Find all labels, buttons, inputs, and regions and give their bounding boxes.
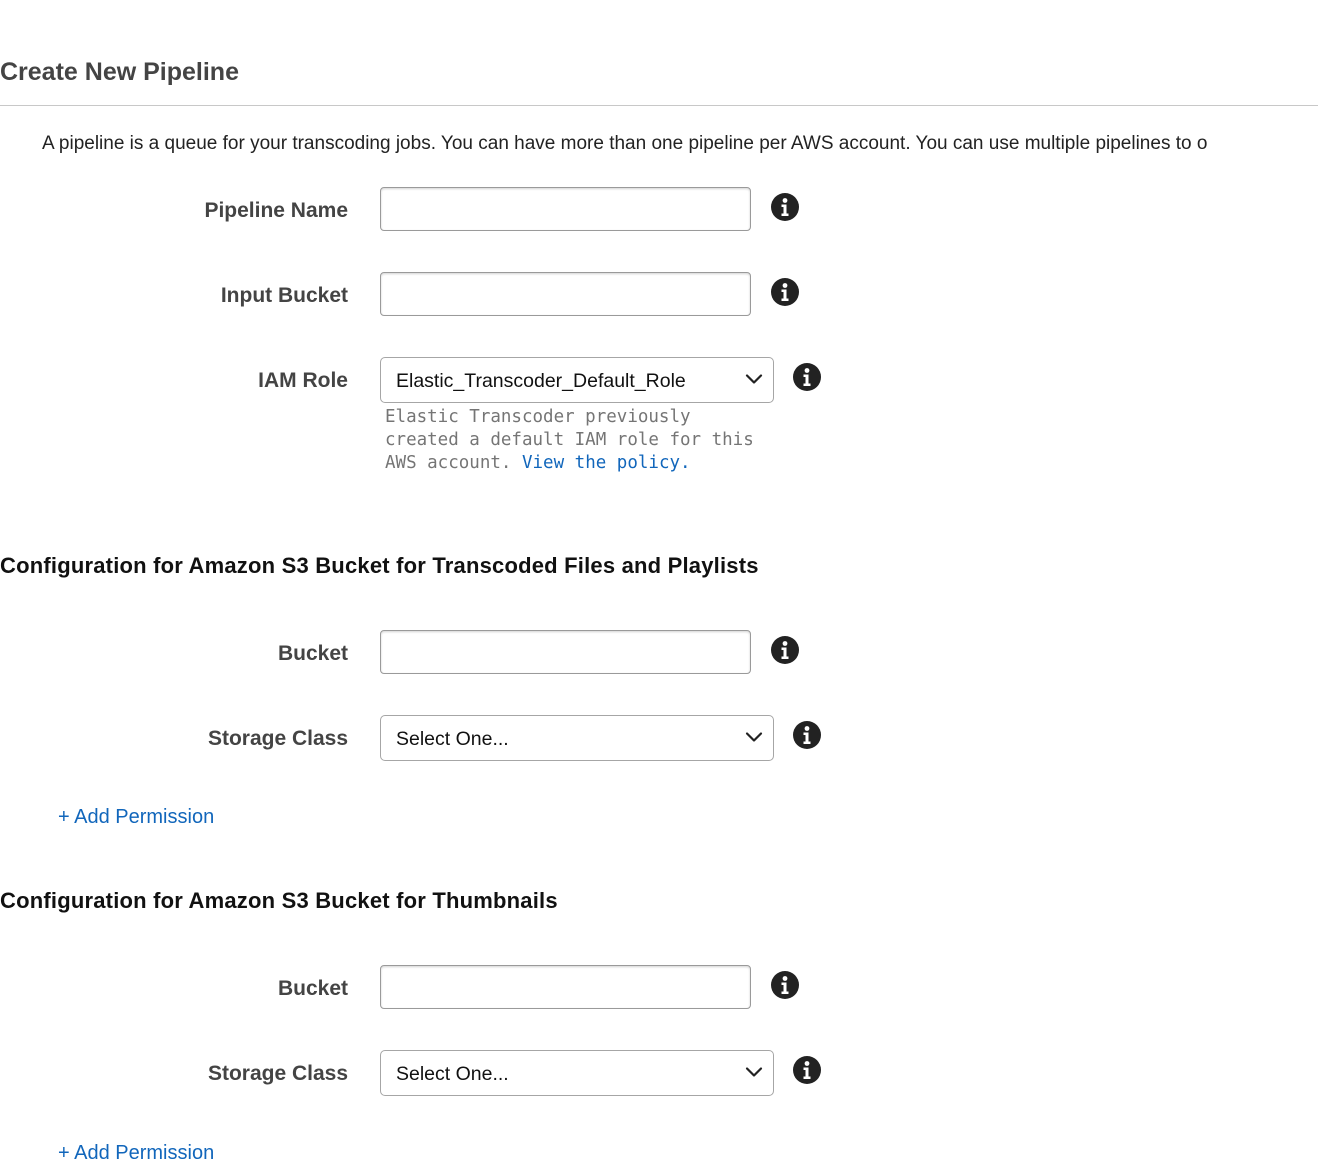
thumbnails-section-title: Configuration for Amazon S3 Bucket for Thumbnails xyxy=(0,888,558,913)
thumbnails-bucket-row xyxy=(0,965,900,1013)
pipeline-name-row xyxy=(0,187,900,235)
thumbnails-add-permission-link[interactable]: + Add Permission xyxy=(58,1142,215,1164)
thumbnails-storage-class-row xyxy=(0,1050,900,1098)
thumbnails-bucket-input[interactable] xyxy=(380,965,751,1009)
info-icon[interactable] xyxy=(770,970,800,1000)
transcoded-storage-class-value: Select One... xyxy=(396,728,509,750)
thumbnails-storage-class-value: Select One... xyxy=(396,1063,509,1085)
info-icon[interactable] xyxy=(770,192,800,222)
info-icon[interactable] xyxy=(792,720,822,750)
view-policy-link[interactable]: View the policy. xyxy=(521,453,691,473)
info-icon[interactable] xyxy=(792,362,822,392)
iam-role-help-text: Elastic Transcoder previously created a default IAM role for this AWS account. xyxy=(385,407,754,473)
thumbnails-storage-class-select[interactable] xyxy=(380,1050,774,1096)
transcoded-add-permission-link[interactable]: + Add Permission xyxy=(58,806,215,828)
transcoded-storage-class-select[interactable] xyxy=(380,715,774,761)
input-bucket-row xyxy=(0,272,900,320)
thumbnails-storage-class-label: Storage Class xyxy=(207,1062,348,1085)
page-title: Create New Pipeline xyxy=(0,58,239,86)
iam-role-label: IAM Role xyxy=(258,369,348,392)
transcoded-storage-class-label: Storage Class xyxy=(207,727,348,750)
chevron-down-icon xyxy=(745,372,763,386)
iam-role-row xyxy=(0,357,900,405)
transcoded-bucket-label: Bucket xyxy=(277,642,348,665)
transcoded-bucket-input[interactable] xyxy=(380,630,751,674)
info-icon[interactable] xyxy=(770,635,800,665)
iam-role-help xyxy=(385,406,765,475)
chevron-down-icon xyxy=(745,1065,763,1079)
info-icon[interactable] xyxy=(770,277,800,307)
input-bucket-input[interactable] xyxy=(380,272,751,316)
title-divider xyxy=(0,105,1318,106)
info-icon[interactable] xyxy=(792,1055,822,1085)
pipeline-name-input[interactable] xyxy=(380,187,751,231)
input-bucket-label: Input Bucket xyxy=(220,284,348,307)
thumbnails-bucket-label: Bucket xyxy=(277,977,348,1000)
transcoded-section-title: Configuration for Amazon S3 Bucket for Transcoded Files and Playlists xyxy=(0,553,759,578)
intro-text: A pipeline is a queue for your transcoding jobs. You can have more than one pipeline per AWS account. You can use multiple pipelines to o xyxy=(42,133,1208,154)
transcoded-storage-class-row xyxy=(0,715,900,763)
chevron-down-icon xyxy=(745,730,763,744)
pipeline-name-label: Pipeline Name xyxy=(204,199,348,222)
transcoded-bucket-row xyxy=(0,630,900,678)
iam-role-selected-value: Elastic_Transcoder_Default_Role xyxy=(396,370,686,392)
iam-role-select[interactable] xyxy=(380,357,774,403)
